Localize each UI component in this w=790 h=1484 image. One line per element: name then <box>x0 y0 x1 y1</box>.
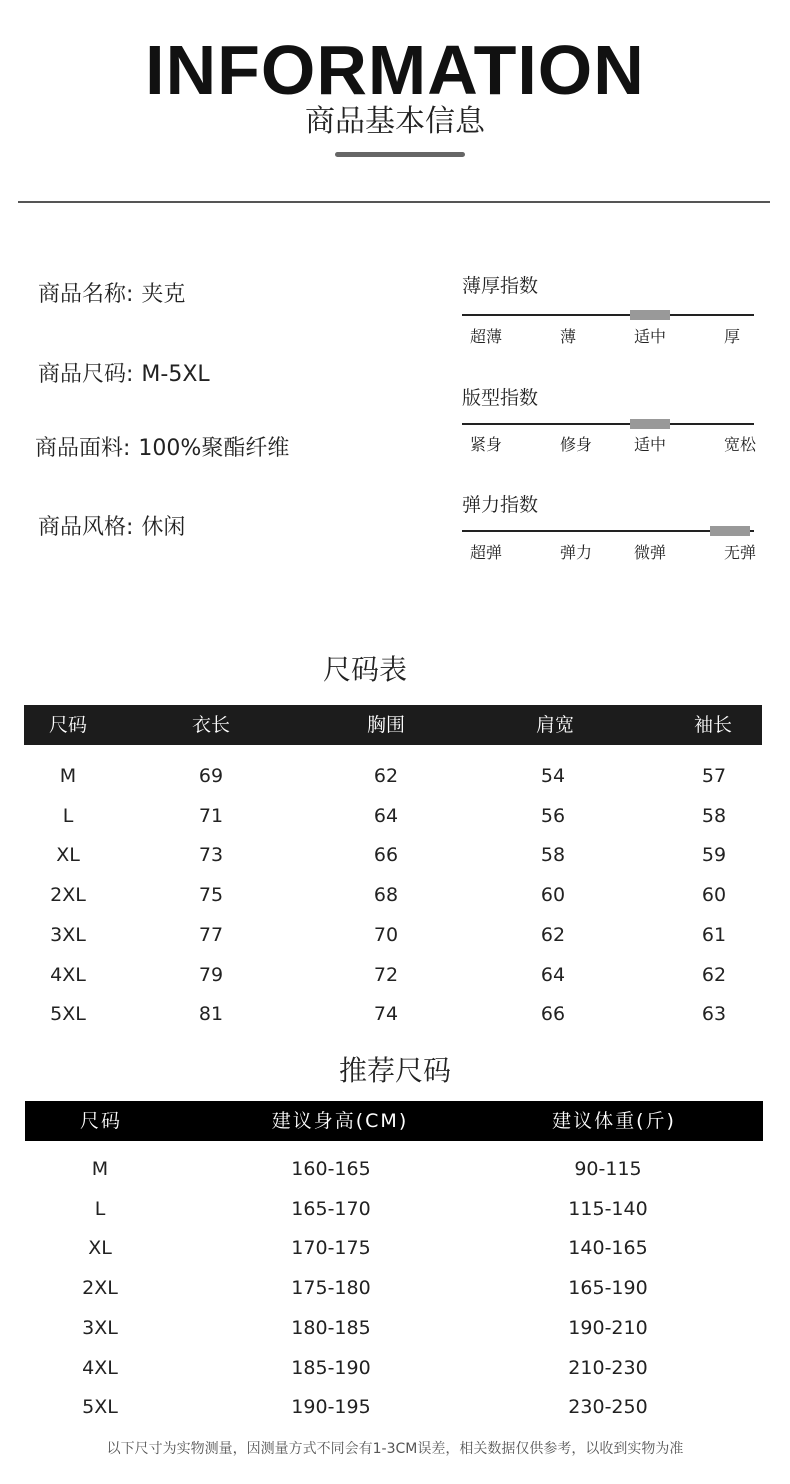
table-cell: 60 <box>540 884 566 907</box>
table-row <box>24 1228 762 1268</box>
table-cell: 3XL <box>82 1316 118 1339</box>
title-underline <box>335 152 465 157</box>
spec-label: 商品名称: <box>38 282 134 307</box>
table-cell: 64 <box>540 963 566 986</box>
table-header-cell: 肩宽 <box>535 714 575 736</box>
table-cell: M <box>91 1158 109 1180</box>
table-cell: 170-175 <box>291 1237 371 1260</box>
table-cell: 165-190 <box>568 1277 648 1300</box>
table-row <box>24 994 762 1034</box>
table-cell: 69 <box>198 765 224 787</box>
table-cell: 66 <box>373 844 399 867</box>
table-row <box>24 915 762 955</box>
spec-style <box>38 513 185 543</box>
index-option: 厚 <box>724 327 741 346</box>
table-row <box>24 1149 762 1189</box>
table-cell: 90-115 <box>574 1158 642 1180</box>
index-options <box>462 434 762 458</box>
table-cell: XL <box>88 1237 112 1260</box>
table-cell: 165-170 <box>291 1197 371 1220</box>
table-cell: 74 <box>373 1003 399 1026</box>
table-cell: 60 <box>701 884 727 907</box>
table-cell: 190-210 <box>568 1316 648 1339</box>
index-option: 适中 <box>634 435 667 454</box>
table-row <box>24 756 762 796</box>
elasticity-index <box>462 493 757 573</box>
index-option: 修身 <box>560 435 593 454</box>
index-title: 薄厚指数 <box>462 275 539 297</box>
table-cell: 77 <box>198 923 224 946</box>
table-cell: 230-250 <box>568 1396 648 1419</box>
table-cell: 79 <box>198 963 224 986</box>
spec-value: 100%聚酯纤维 <box>138 436 290 461</box>
page-title-english: INFORMATION <box>145 31 645 109</box>
index-option: 超薄 <box>470 327 503 346</box>
table-cell: 4XL <box>82 1356 118 1379</box>
table-cell: 57 <box>701 765 727 787</box>
size-chart-title: 尺码表 <box>322 653 407 686</box>
table-cell: 2XL <box>82 1277 118 1300</box>
table-cell: 75 <box>198 884 224 907</box>
index-option: 微弹 <box>634 543 667 562</box>
spec-label: 商品面料: <box>35 436 131 461</box>
spec-name <box>38 280 185 310</box>
table-header-cell: 袖长 <box>693 714 733 736</box>
table-cell: 62 <box>540 923 566 946</box>
table-header-cell: 胸围 <box>366 714 406 736</box>
page-title-chinese: 商品基本信息 <box>305 104 485 139</box>
spec-size <box>38 360 210 390</box>
table-cell: 81 <box>198 1003 224 1026</box>
table-cell: 190-195 <box>291 1396 371 1419</box>
table-row <box>24 875 762 915</box>
size-chart-header <box>24 705 762 745</box>
spec-value: 夹克 <box>141 282 186 307</box>
table-cell: 175-180 <box>291 1277 371 1300</box>
table-cell: 72 <box>373 963 399 986</box>
table-cell: 185-190 <box>291 1356 371 1379</box>
table-cell: 59 <box>701 844 727 867</box>
table-row <box>24 955 762 995</box>
table-header-cell: 建议体重(斤) <box>552 1110 676 1132</box>
index-option: 适中 <box>634 327 667 346</box>
table-header-cell: 建议身高(CM) <box>271 1110 409 1132</box>
table-cell: XL <box>56 844 80 867</box>
table-cell: 210-230 <box>568 1356 648 1379</box>
index-option: 无弹 <box>724 543 757 562</box>
recommend-title: 推荐尺码 <box>338 1054 451 1087</box>
table-cell: 66 <box>540 1003 566 1026</box>
table-cell: 160-165 <box>291 1158 371 1180</box>
index-option: 宽松 <box>724 435 757 454</box>
table-cell: 68 <box>373 884 399 907</box>
table-row <box>24 1308 762 1348</box>
table-row <box>24 796 762 836</box>
index-option: 弹力 <box>560 543 593 562</box>
table-cell: 5XL <box>50 1003 86 1026</box>
table-cell: M <box>59 765 77 787</box>
header-divider <box>18 201 770 203</box>
table-cell: 73 <box>198 844 224 867</box>
table-header-cell: 尺码 <box>48 714 88 736</box>
table-cell: 64 <box>373 804 399 827</box>
spec-label: 商品尺码: <box>38 362 134 387</box>
spec-value: M-5XL <box>141 362 210 387</box>
spec-fabric <box>35 434 289 464</box>
table-cell: 63 <box>701 1003 727 1026</box>
table-cell: 180-185 <box>291 1316 371 1339</box>
table-cell: 54 <box>540 765 566 787</box>
table-cell: 115-140 <box>568 1197 648 1220</box>
footnote: 以下尺寸为实物测量，因测量方式不同会有1-3CM误差，相关数据仅供参考，以收到实物为准 <box>106 1441 684 1457</box>
index-title: 版型指数 <box>462 387 539 409</box>
index-selected-marker <box>630 419 670 429</box>
table-cell: 71 <box>198 804 224 827</box>
index-selected-marker <box>630 310 670 320</box>
table-cell: 62 <box>701 963 727 986</box>
index-options <box>462 326 762 350</box>
table-cell: 62 <box>373 765 399 787</box>
table-cell: 3XL <box>50 923 86 946</box>
index-scale-line <box>462 314 754 316</box>
table-cell: 140-165 <box>568 1237 648 1260</box>
table-cell: 58 <box>540 844 566 867</box>
table-cell: 5XL <box>82 1396 118 1419</box>
table-cell: 58 <box>701 804 727 827</box>
index-option: 薄 <box>560 327 577 346</box>
index-title: 弹力指数 <box>462 494 539 516</box>
fit-index <box>462 386 757 466</box>
table-header-cell: 尺码 <box>79 1110 123 1132</box>
thickness-index <box>462 274 754 354</box>
table-cell: L <box>94 1197 106 1220</box>
table-cell: 56 <box>540 804 566 827</box>
table-cell: 4XL <box>50 963 86 986</box>
table-cell: 2XL <box>50 884 86 907</box>
table-header-cell: 衣长 <box>191 714 231 736</box>
index-option: 超弹 <box>470 543 503 562</box>
table-row <box>24 1189 762 1229</box>
index-option: 紧身 <box>470 435 503 454</box>
index-selected-marker <box>710 526 750 536</box>
table-row <box>24 1348 762 1388</box>
spec-value: 休闲 <box>141 515 186 540</box>
index-scale-line <box>462 423 754 425</box>
index-options <box>462 542 762 566</box>
table-cell: L <box>62 804 74 827</box>
recommend-header <box>25 1101 763 1141</box>
table-cell: 61 <box>701 923 727 946</box>
table-row <box>24 1268 762 1308</box>
spec-label: 商品风格: <box>38 515 134 540</box>
table-cell: 70 <box>373 923 399 946</box>
table-row <box>24 1387 762 1427</box>
table-row <box>24 835 762 875</box>
